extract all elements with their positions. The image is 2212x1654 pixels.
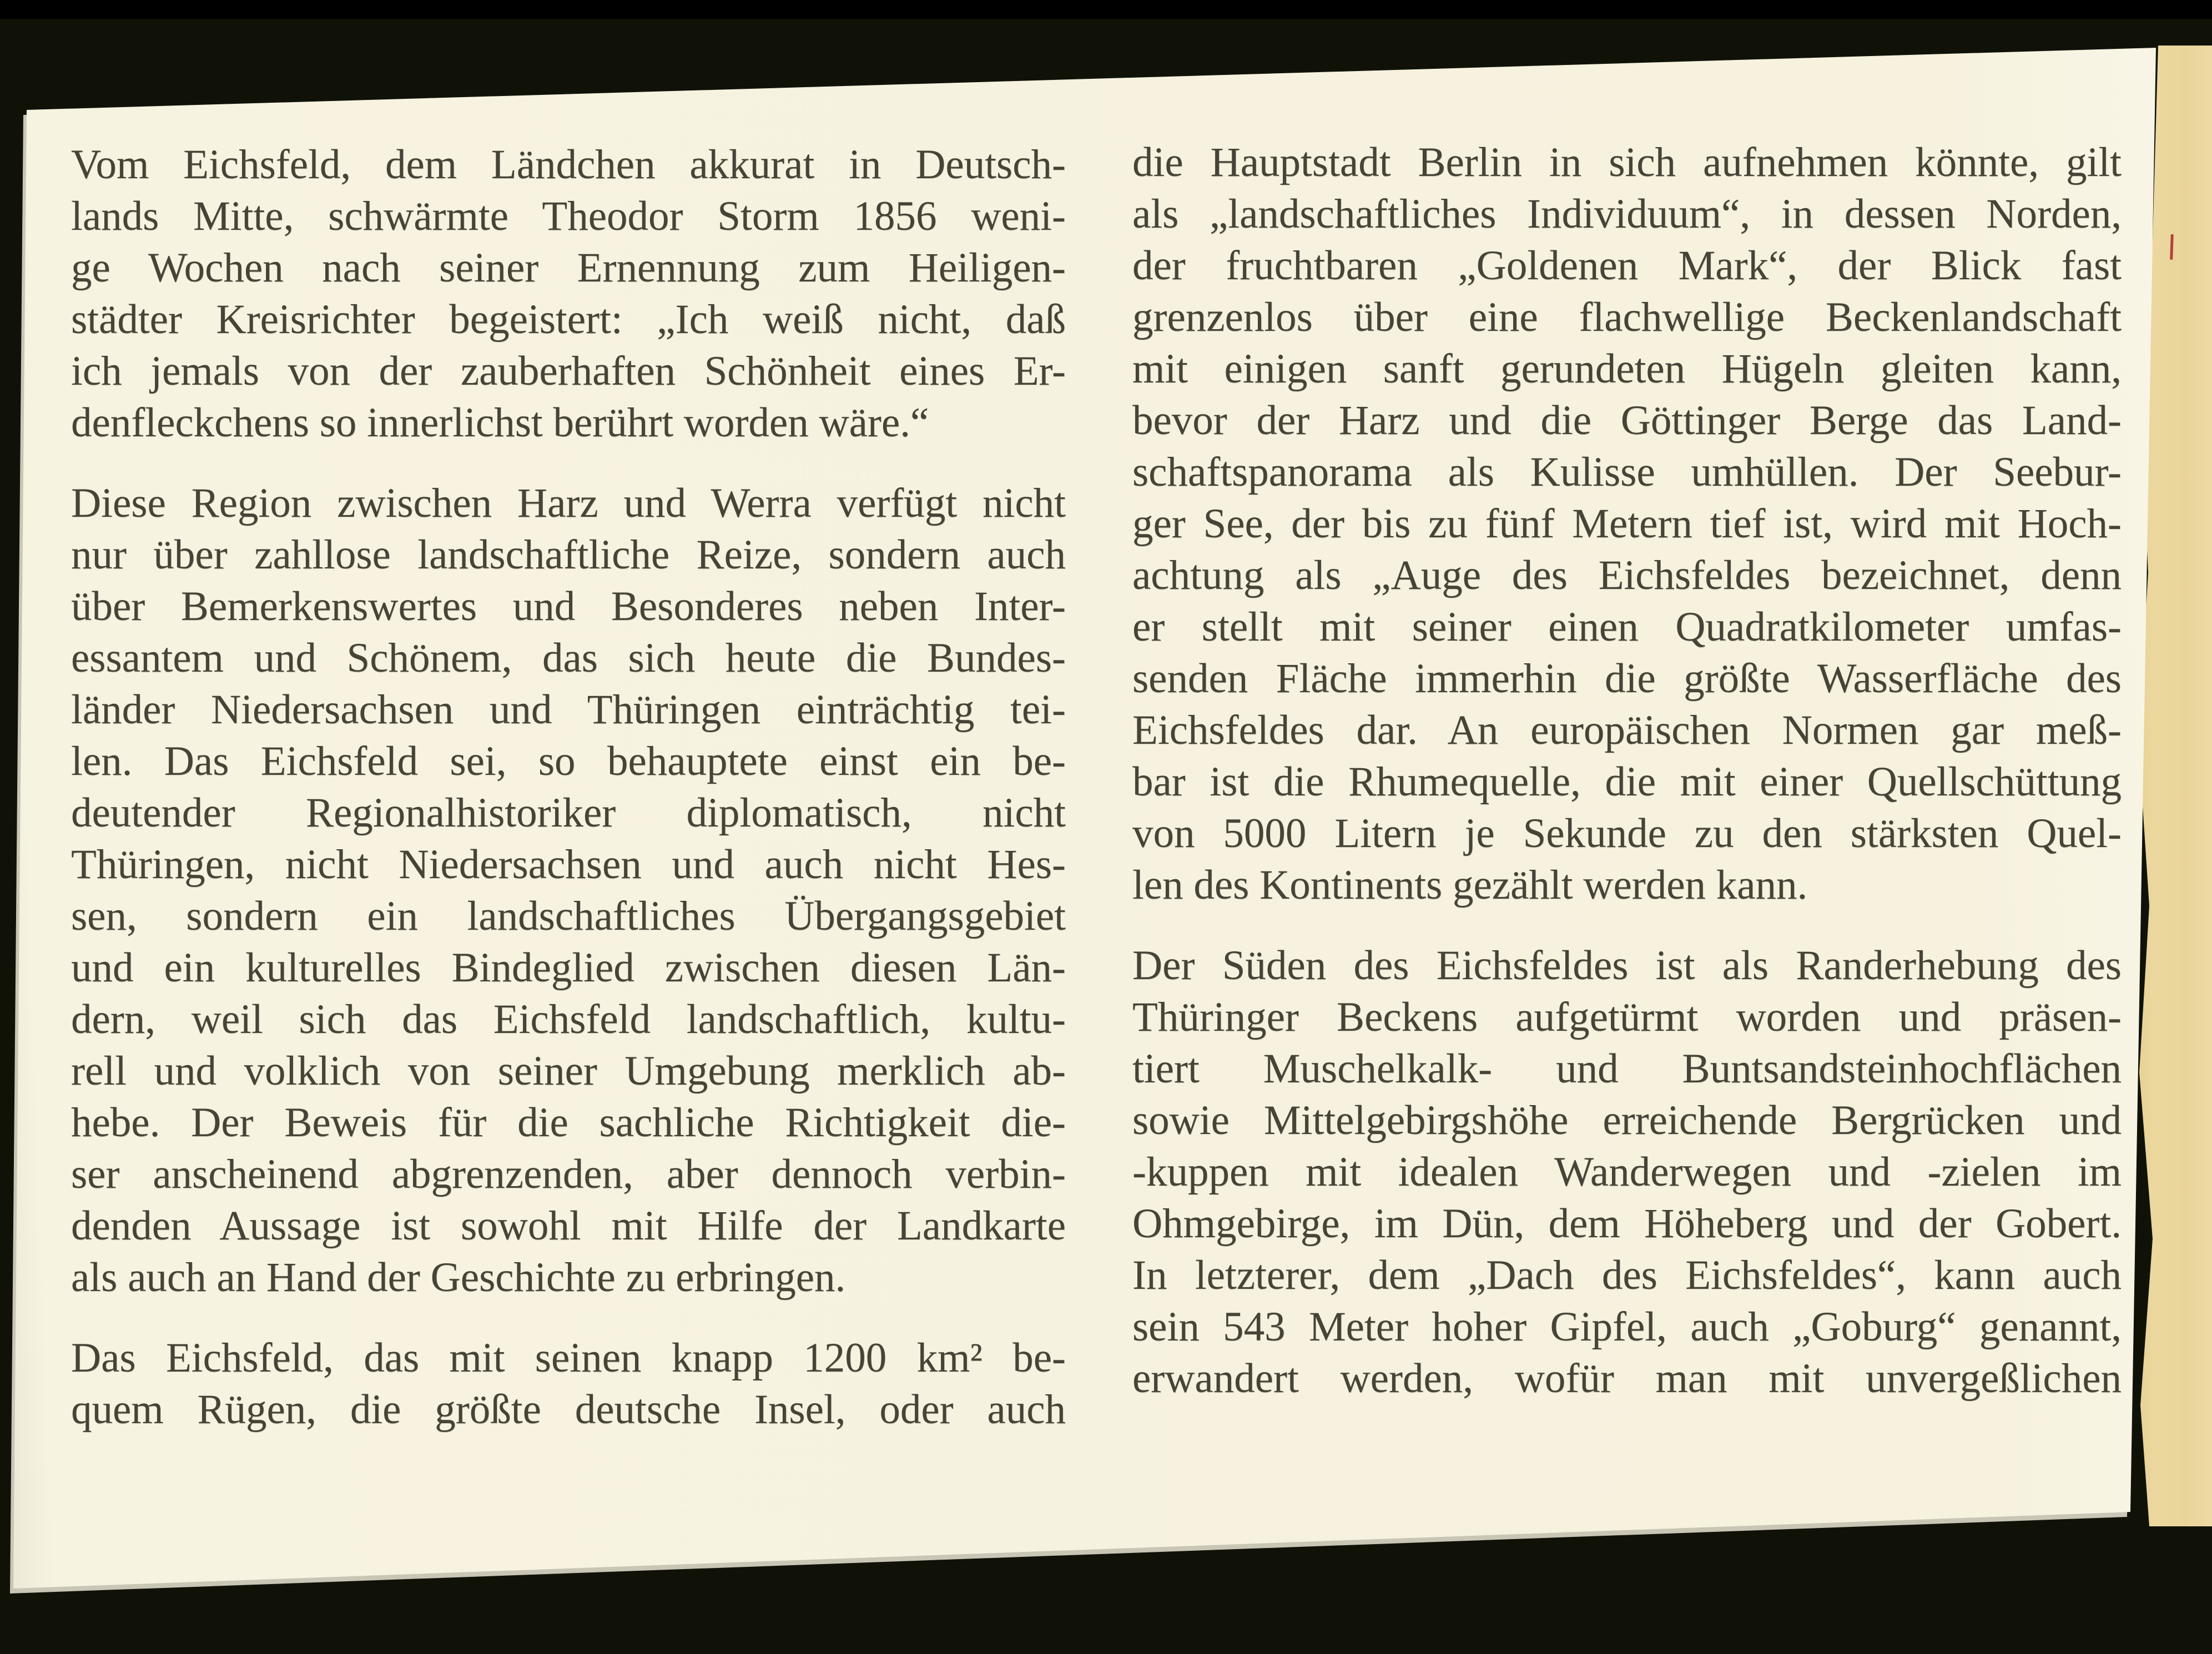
text-column-left [71,139,1066,1435]
text-line: denden Aussage ist sowohl mit Hilfe der Landkarte [71,1203,1066,1249]
text-line: Das Eichsfeld, das mit seinen knapp 1200 km² be- [71,1335,1066,1381]
text-line: quem Rügen, die größte deutsche Insel, oder auch [71,1386,1066,1433]
text-line: -kuppen mit idealen Wanderwegen und -zielen im [1132,1149,2122,1195]
text-line: ge Wochen nach seiner Ernennung zum Heiligen- [71,245,1066,291]
text-line: und ein kulturelles Bindeglied zwischen diesen Län- [71,945,1066,991]
text-line: länder Niedersachsen und Thüringen einträchtig tei- [71,687,1066,733]
paragraph [71,1332,1066,1435]
text-column-right [1132,137,2122,1404]
text-line: tiert Muschelkalk- und Buntsandsteinhochflächen [1132,1046,2122,1092]
text-line: sein 543 Meter hoher Gipfel, auch „Goburg“ genannt, [1132,1304,2122,1350]
text-line: lands Mitte, schwärmte Theodor Storm 1856 weni- [71,193,1066,239]
text-line: über Bemerkenswertes und Besonderes neben Inter- [71,583,1066,629]
paragraph [71,139,1066,448]
text-line: der fruchtbaren „Goldenen Mark“, der Blick fast [1132,243,2122,289]
text-line: ich jemals von der zauberhaften Schönheit eines Er- [71,348,1066,394]
paragraph [1132,940,2122,1404]
text-line: bevor der Harz und die Göttinger Berge das Land- [1132,397,2122,443]
text-line: Diese Region zwischen Harz und Werra verfügt nicht [71,480,1066,526]
text-line: hebe. Der Beweis für die sachliche Richtigkeit die- [71,1100,1066,1146]
scan-top-black-band [0,0,2212,19]
text-line: senden Fläche immerhin die größte Wasserfläche des [1132,655,2122,702]
text-line: schaftspanorama als Kulisse umhüllen. Der Seebur- [1132,449,2122,495]
text-line: grenzenlos über eine flachwellige Beckenlandschaft [1132,294,2122,340]
paragraph [1132,137,2122,911]
text-line: denfleckchens so innerlichst berührt worden wäre.“ [71,400,929,446]
text-line: ser anscheinend abgrenzenden, aber dennoch verbin- [71,1151,1066,1197]
text-line: Thüringen, nicht Niedersachsen und auch nicht Hes- [71,841,1066,887]
text-line: Der Süden des Eichsfeldes ist als Randerhebung des [1132,942,2122,989]
text-line: städter Kreisrichter begeistert: „Ich weiß nicht, daß [71,296,1066,342]
red-mark [2170,234,2174,260]
text-line: len des Kontinents gezählt werden kann. [1132,862,1808,908]
text-line: rell und volklich von seiner Umgebung merklich ab- [71,1048,1066,1094]
text-line: als „landschaftliches Individuum“, in dessen Norden, [1132,191,2122,237]
text-line: dern, weil sich das Eichsfeld landschaftlich, kultu- [71,996,1066,1042]
text-line: ger See, der bis zu fünf Metern tief ist, wird mit Hoch- [1132,501,2122,547]
text-line: In letzterer, dem „Dach des Eichsfeldes“, kann auch [1132,1252,2122,1298]
text-line: er stellt mit seiner einen Quadratkilometer umfas- [1132,604,2122,650]
text-line: Thüringer Beckens aufgetürmt worden und präsen- [1132,994,2122,1040]
text-line: sowie Mittelgebirgshöhe erreichende Bergrücken und [1132,1097,2122,1143]
text-line: als auch an Hand der Geschichte zu erbringen. [71,1254,846,1300]
text-line: sen, sondern ein landschaftliches Übergangsgebiet [71,893,1066,939]
text-line: von 5000 Litern je Sekunde zu den stärksten Quel- [1132,810,2122,856]
text-line: deutender Regionalhistoriker diplomatisch, nicht [71,790,1066,836]
text-line: Eichsfeldes dar. An europäischen Normen gar meß- [1132,707,2122,753]
text-line: nur über zahllose landschaftliche Reize, sondern auch [71,532,1066,578]
text-line: die Hauptstadt Berlin in sich aufnehmen könnte, gilt [1132,139,2122,185]
text-line: bar ist die Rhumequelle, die mit einer Quellschüttung [1132,759,2122,805]
text-line: Vom Eichsfeld, dem Ländchen akkurat in Deutsch- [71,142,1066,188]
text-line: len. Das Eichsfeld sei, so behauptete einst ein be- [71,738,1066,784]
text-line: achtung als „Auge des Eichsfeldes bezeichnet, denn [1132,552,2122,598]
text-line: Ohmgebirge, im Dün, dem Höheberg und der Gobert. [1132,1201,2122,1247]
text-line: essantem und Schönem, das sich heute die Bundes- [71,635,1066,681]
paragraph [71,477,1066,1303]
text-line: erwandert werden, wofür man mit unvergeßlichen [1132,1355,2122,1401]
text-line: mit einigen sanft gerundeten Hügeln gleiten kann, [1132,346,2122,392]
